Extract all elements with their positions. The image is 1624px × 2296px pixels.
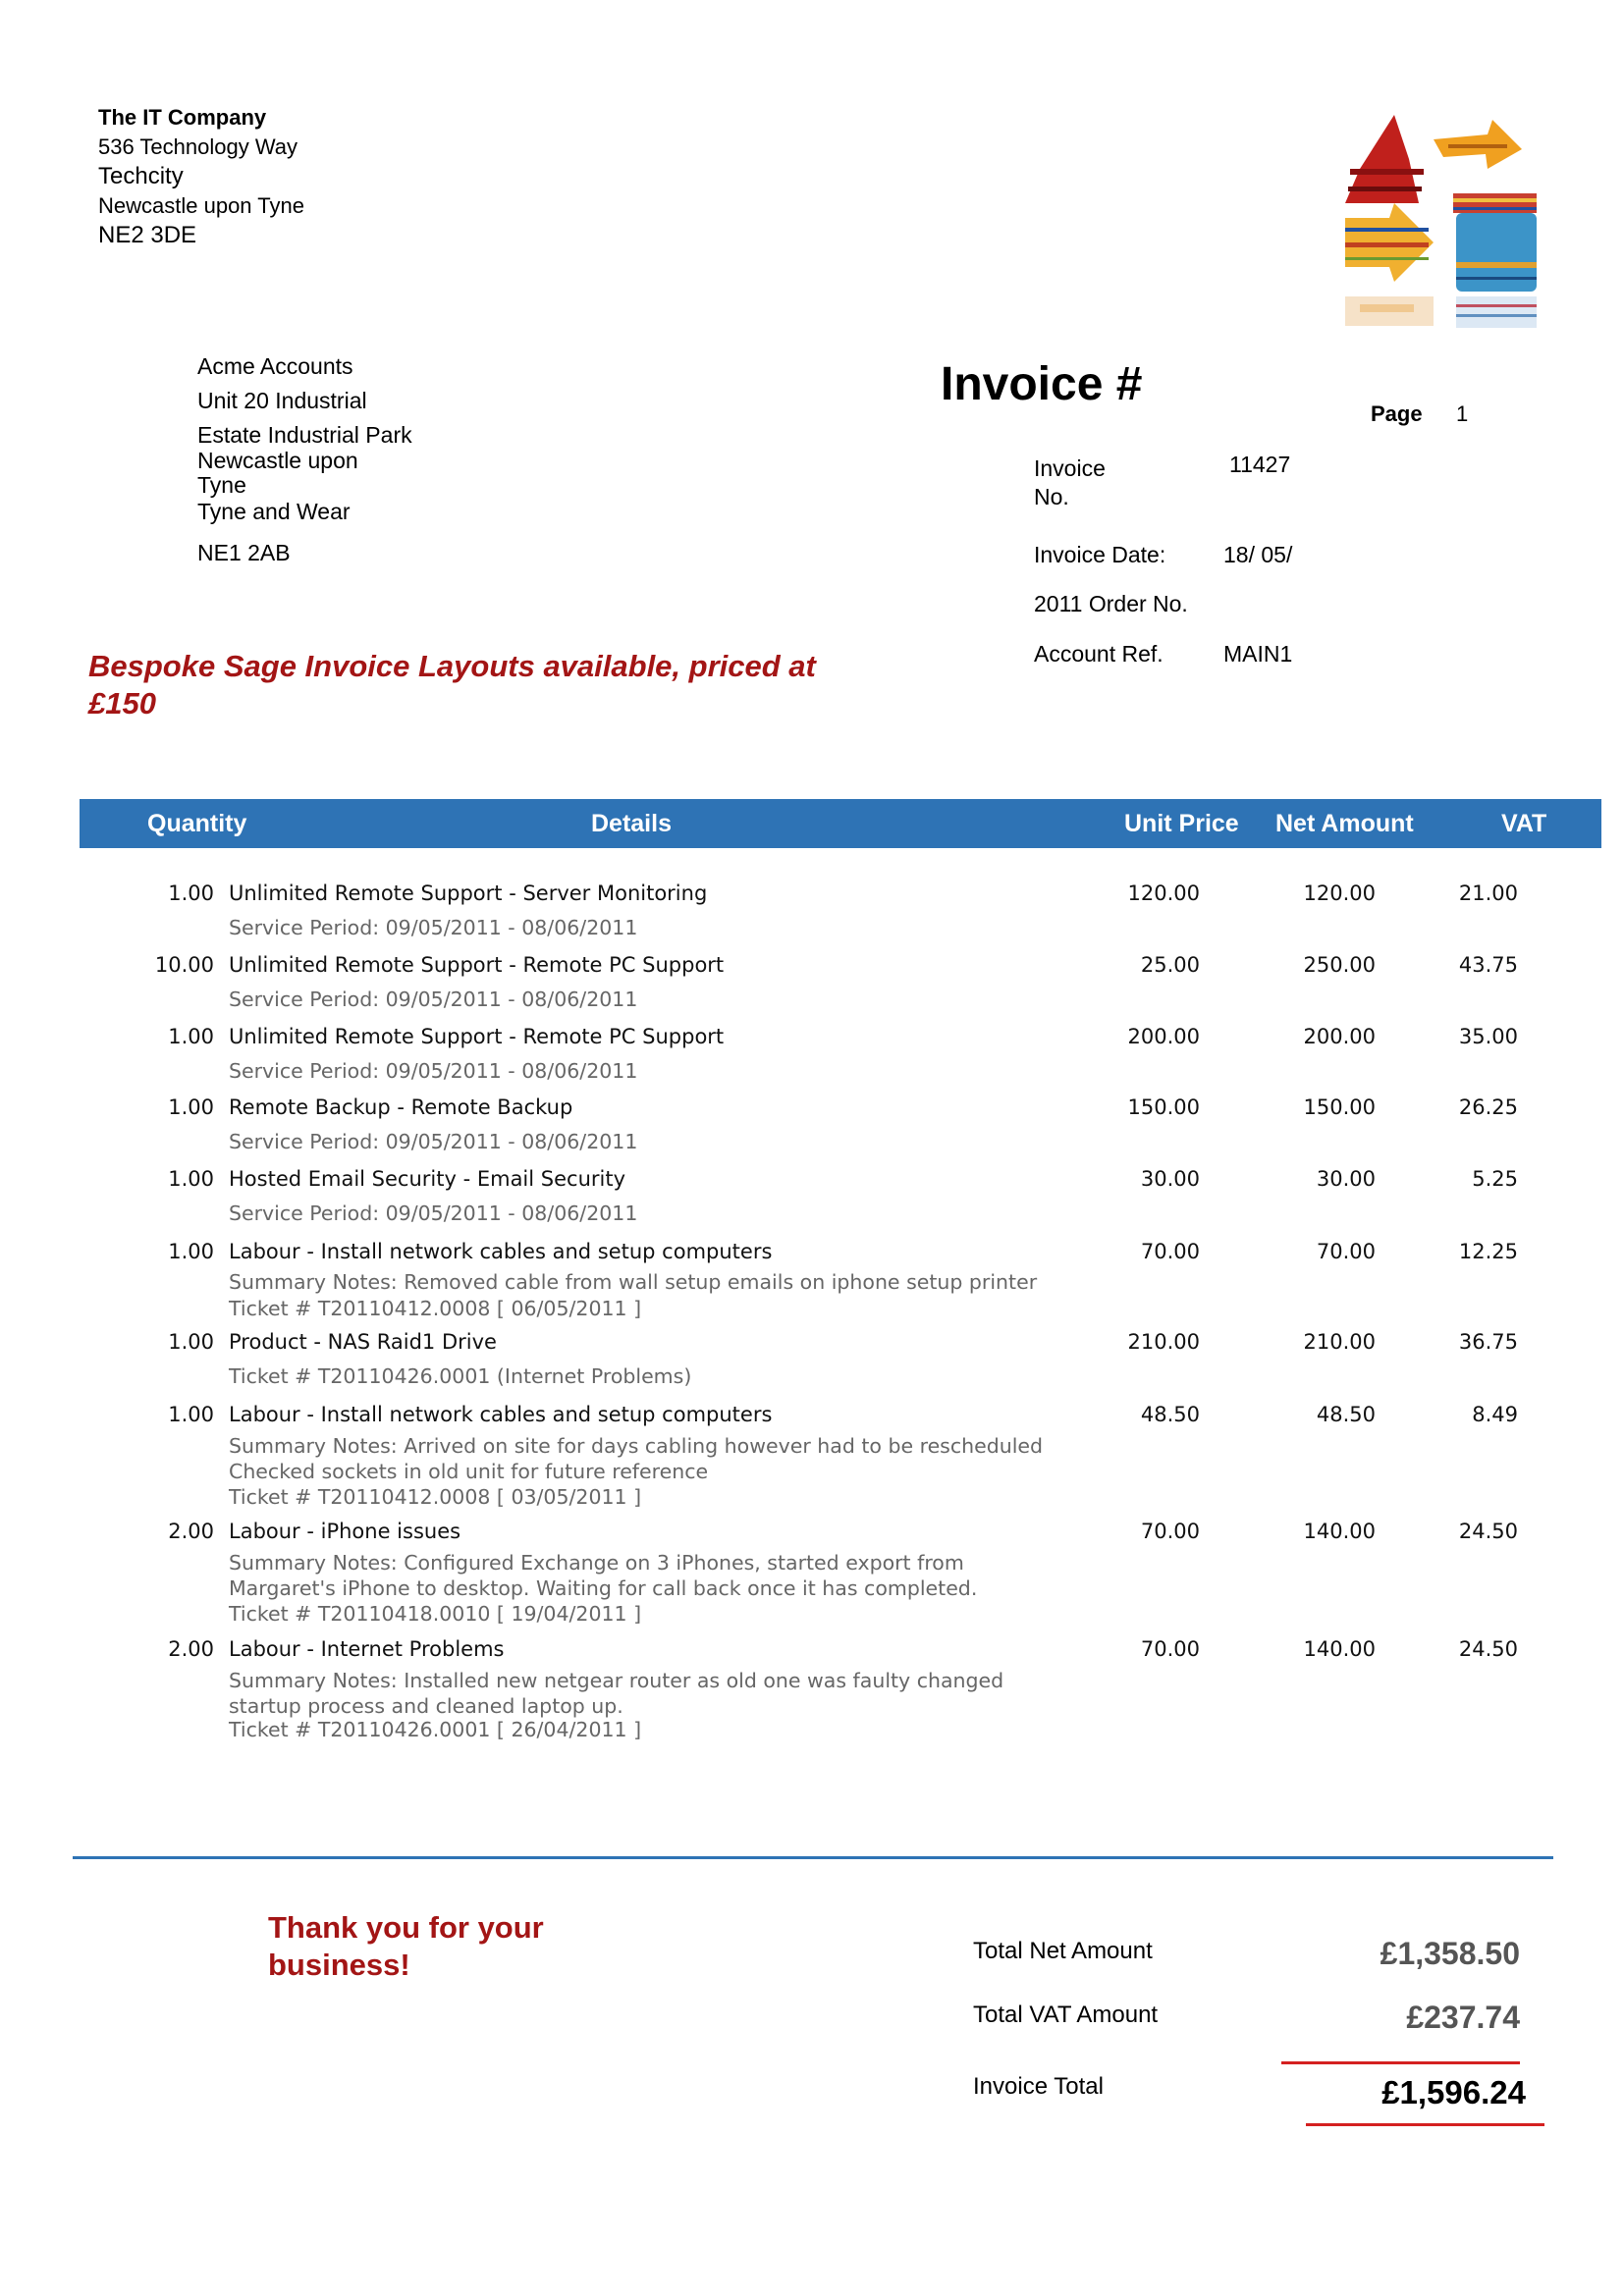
row-quantity: 1.00: [168, 1403, 214, 1426]
invoice-number: 11427: [1229, 452, 1291, 477]
row-description: Remote Backup - Remote Backup: [229, 1095, 573, 1119]
column-header-quantity: Quantity: [147, 810, 247, 837]
thank-you-message: [268, 1909, 544, 1984]
sender-address: [98, 103, 304, 250]
row-unit-price: 70.00: [1140, 1637, 1200, 1661]
total-net-label: Total Net Amount: [973, 1938, 1153, 1964]
row-description: Unlimited Remote Support - Remote PC Support: [229, 953, 725, 977]
row-quantity: 1.00: [168, 1095, 214, 1119]
row-quantity: 1.00: [168, 881, 214, 905]
row-unit-price: 150.00: [1127, 1095, 1200, 1119]
invoice-number-label-line1: Invoice: [1034, 455, 1106, 481]
recipient-address-line: Tyne: [197, 472, 246, 498]
sender-address-line: 536 Technology Way: [98, 134, 298, 159]
company-logo: [1340, 110, 1537, 331]
invoice-total-value: £1,596.24: [1381, 2074, 1526, 2110]
row-note: Ticket # T20110418.0010 [ 19/04/2011 ]: [229, 1602, 642, 1626]
promo-line: £150: [88, 686, 156, 721]
page-label: Page: [1371, 401, 1423, 426]
row-unit-price: 30.00: [1140, 1167, 1200, 1191]
account-ref-label: Account Ref.: [1034, 641, 1164, 667]
account-ref: MAIN1: [1223, 641, 1293, 667]
sender-address-line: Newcastle upon Tyne: [98, 193, 304, 218]
row-note: Ticket # T20110412.0008 [ 03/05/2011 ]: [229, 1485, 642, 1509]
total-double-underline: [1306, 2123, 1544, 2126]
row-description: Labour - Install network cables and setup computers: [229, 1403, 773, 1426]
row-note: startup process and cleaned laptop up.: [229, 1694, 623, 1718]
recipient-address-line: Newcastle upon: [197, 448, 358, 473]
row-vat: 36.75: [1458, 1330, 1518, 1354]
thank-you-line: business!: [268, 1948, 410, 1982]
promo-line: Bespoke Sage Invoice Layouts available, priced at: [88, 649, 816, 683]
row-description: Labour - Install network cables and setup computers: [229, 1240, 773, 1263]
row-vat: 8.49: [1472, 1403, 1518, 1426]
row-net-amount: 140.00: [1303, 1637, 1376, 1661]
row-unit-price: 70.00: [1140, 1240, 1200, 1263]
row-net-amount: 120.00: [1303, 881, 1376, 905]
row-note: Checked sockets in old unit for future reference: [229, 1460, 709, 1483]
row-quantity: 1.00: [168, 1025, 214, 1048]
page-number: 1: [1456, 401, 1469, 426]
row-description: Labour - iPhone issues: [229, 1520, 461, 1543]
column-header-unit-price: Unit Price: [1124, 810, 1239, 837]
row-description: Labour - Internet Problems: [229, 1637, 505, 1661]
row-vat: 21.00: [1458, 881, 1518, 905]
row-note: Service Period: 09/05/2011 - 08/06/2011: [229, 1059, 638, 1083]
row-vat: 26.25: [1458, 1095, 1518, 1119]
row-vat: 24.50: [1458, 1637, 1518, 1661]
invoice-heading: Invoice #: [941, 358, 1143, 410]
invoice-date: 18/ 05/: [1223, 542, 1293, 567]
row-net-amount: 70.00: [1316, 1240, 1376, 1263]
invoice-total-label: Invoice Total: [973, 2073, 1104, 2100]
promo-text: [88, 648, 816, 722]
sender-address-line: Techcity: [98, 163, 184, 189]
invoice-number-label-line2: No.: [1034, 484, 1069, 509]
column-header-vat: VAT: [1501, 810, 1547, 837]
row-vat: 43.75: [1458, 953, 1518, 977]
row-unit-price: 70.00: [1140, 1520, 1200, 1543]
total-vat-value: £237.74: [1406, 2000, 1520, 2035]
recipient-name: Acme Accounts: [197, 353, 353, 379]
table-header: [80, 799, 1601, 848]
total-net-value: £1,358.50: [1380, 1936, 1520, 1971]
row-note: Margaret's iPhone to desktop. Waiting for call back once it has completed.: [229, 1576, 978, 1600]
row-note: Summary Notes: Removed cable from wall setup emails on iphone setup printer: [229, 1270, 1038, 1294]
row-note: Service Period: 09/05/2011 - 08/06/2011: [229, 1130, 638, 1153]
row-net-amount: 210.00: [1303, 1330, 1376, 1354]
row-description: Product - NAS Raid1 Drive: [229, 1330, 497, 1354]
row-unit-price: 120.00: [1127, 881, 1200, 905]
row-note: Summary Notes: Configured Exchange on 3 iPhones, started export from: [229, 1551, 964, 1575]
row-quantity: 2.00: [168, 1637, 214, 1661]
row-net-amount: 200.00: [1303, 1025, 1376, 1048]
row-note: Service Period: 09/05/2011 - 08/06/2011: [229, 916, 638, 939]
invoice-number-label: [1034, 454, 1106, 511]
row-note: Service Period: 09/05/2011 - 08/06/2011: [229, 1201, 638, 1225]
row-quantity: 2.00: [168, 1520, 214, 1543]
company-name: The IT Company: [98, 105, 267, 130]
row-net-amount: 30.00: [1316, 1167, 1376, 1191]
row-vat: 24.50: [1458, 1520, 1518, 1543]
invoice-date-label: Invoice Date:: [1034, 542, 1166, 567]
column-header-details: Details: [591, 810, 672, 837]
row-vat: 12.25: [1458, 1240, 1518, 1263]
row-unit-price: 210.00: [1127, 1330, 1200, 1354]
row-note: Summary Notes: Installed new netgear router as old one was faulty changed: [229, 1669, 1004, 1692]
row-vat: 35.00: [1458, 1025, 1518, 1048]
sender-postcode: NE2 3DE: [98, 222, 197, 248]
row-quantity: 1.00: [168, 1167, 214, 1191]
row-note: Summary Notes: Arrived on site for days cabling however had to be rescheduled: [229, 1434, 1044, 1458]
total-vat-label: Total VAT Amount: [973, 2002, 1159, 2028]
row-note: Ticket # T20110426.0001 [ 26/04/2011 ]: [229, 1718, 642, 1741]
row-description: Unlimited Remote Support - Server Monitoring: [229, 881, 708, 905]
row-description: Hosted Email Security - Email Security: [229, 1167, 626, 1191]
total-underline: [1281, 2061, 1520, 2064]
row-unit-price: 48.50: [1140, 1403, 1200, 1426]
recipient-address-line: Estate Industrial Park: [197, 422, 412, 448]
row-net-amount: 150.00: [1303, 1095, 1376, 1119]
row-unit-price: 200.00: [1127, 1025, 1200, 1048]
row-unit-price: 25.00: [1140, 953, 1200, 977]
thank-you-line: Thank you for your: [268, 1910, 544, 1945]
recipient-postcode: NE1 2AB: [197, 540, 291, 565]
row-quantity: 1.00: [168, 1240, 214, 1263]
footer-divider: [73, 1856, 1553, 1859]
row-description: Unlimited Remote Support - Remote PC Support: [229, 1025, 725, 1048]
row-net-amount: 140.00: [1303, 1520, 1376, 1543]
row-note: Ticket # T20110426.0001 (Internet Problems): [229, 1364, 692, 1388]
recipient-address-line: Tyne and Wear: [197, 499, 351, 524]
row-note: Ticket # T20110412.0008 [ 06/05/2011 ]: [229, 1297, 642, 1320]
row-note: Service Period: 09/05/2011 - 08/06/2011: [229, 988, 638, 1011]
row-vat: 5.25: [1472, 1167, 1518, 1191]
row-quantity: 1.00: [168, 1330, 214, 1354]
order-number-label: 2011 Order No.: [1034, 591, 1188, 616]
recipient-address-line: Unit 20 Industrial: [197, 388, 367, 413]
row-net-amount: 48.50: [1316, 1403, 1376, 1426]
column-header-net-amount: Net Amount: [1275, 810, 1414, 837]
row-quantity: 10.00: [154, 953, 214, 977]
row-net-amount: 250.00: [1303, 953, 1376, 977]
